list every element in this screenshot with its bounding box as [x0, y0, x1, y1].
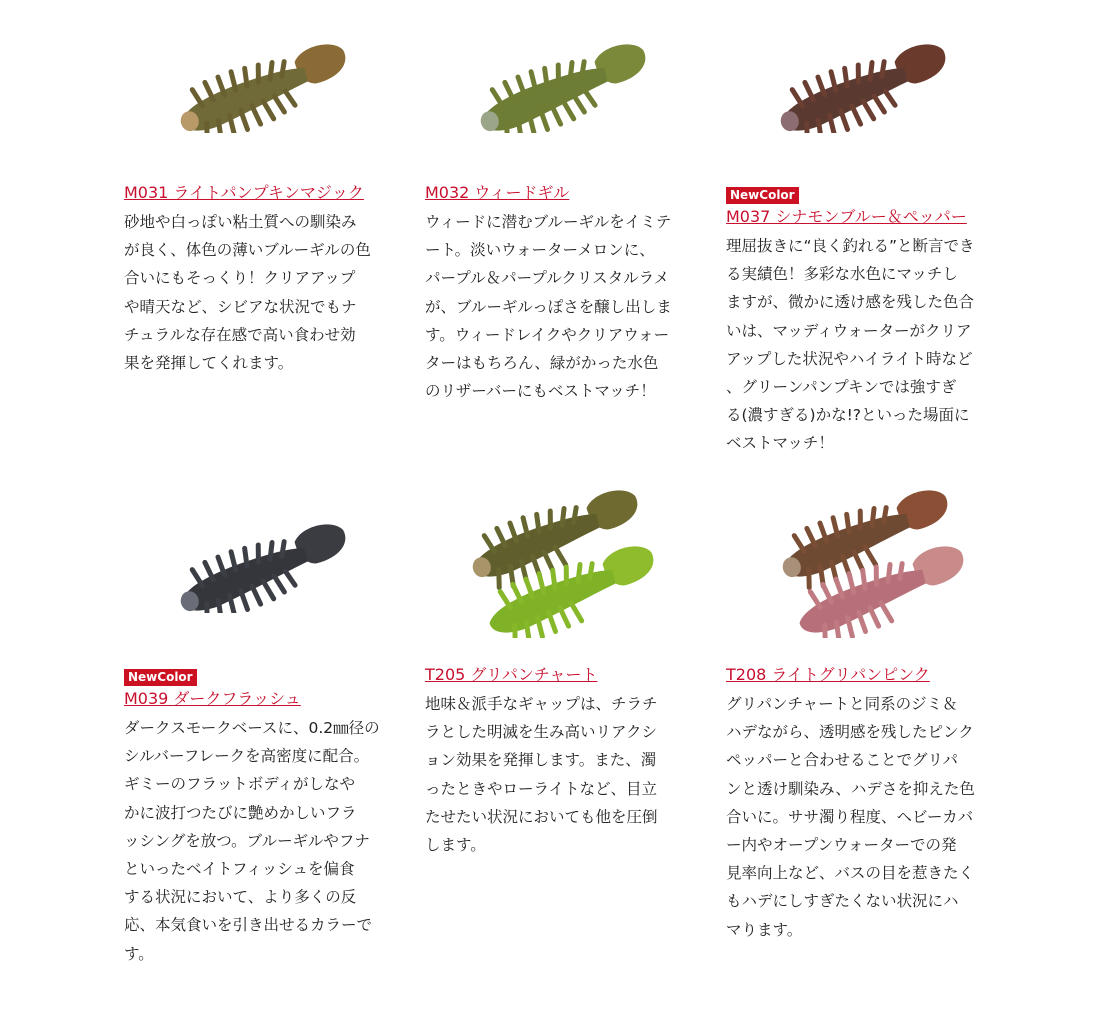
product-card-m032: [425, 180, 705, 405]
product-description: ダークスモークベースに、0.2㎜径の シルバーフレークを高密度に配合。 ギミーのフラットボディがしなや かに波打つたびに艶めかしいフラ ッシングを放つ。ブルーギルやフナ といったベイトフィッシュを偏食 する状況において、より多くの反 応、本気食いを引き出せるカラーで す。: [124, 719, 380, 963]
product-card-m039: [124, 666, 404, 968]
product-description: 砂地や白っぽい粘土質への馴染み が良く、体色の薄いブルーギルの色 合いにもそっくり！クリアアップ や晴天など、シビアな状況でもナ チュラルな存在感で高い食わせ効 果を発揮してくれます。: [124, 213, 371, 373]
product-name-link[interactable]: T205 グリパンチャート: [425, 665, 598, 684]
product-name-link[interactable]: M037 シナモンブルー＆ペッパー: [726, 207, 967, 226]
product-card-t208: [726, 662, 1006, 944]
product-card-t205: [425, 662, 705, 859]
product-description: グリパンチャートと同系のジミ＆ ハデながら、透明感を残したピンク ペッパーと合わせることでグリパ ンと透け馴染み、ハデさを抑えた色 合いに。ササ濁り程度、ヘビーカバ ー内やオープンウォーターでの発 見率向上など、バスの目を惹きたく もハデにしすぎたくない状況にハ マります。: [726, 695, 975, 939]
product-card-m037: [726, 184, 1006, 458]
lure-image-m031: [170, 38, 360, 137]
product-name-link[interactable]: M031 ライトパンプキンマジック: [124, 183, 364, 202]
lure-image-m032: [470, 38, 660, 137]
product-name-link[interactable]: T208 ライトグリパンピンク: [726, 665, 930, 684]
new-color-badge: NewColor: [124, 669, 197, 686]
lure-image-m037: [770, 38, 960, 137]
product-description: 地味＆派手なギャップは、チラチ ラとした明滅を生み高いリアクシ ョン効果を発揮します。また、濁 ったときやローライトなど、目立 たせたい状況においても他を圧倒 します。: [425, 695, 658, 855]
new-color-badge: NewColor: [726, 187, 799, 204]
lure-image-t208: [772, 488, 972, 642]
product-name-link[interactable]: M032 ウィードギル: [425, 183, 570, 202]
product-description: 理屈抜きに“良く釣れる”と断言でき る実績色！多彩な水色にマッチし ますが、微かに透け感を残した色合 いは、マッディウォーターがクリア アップした状況やハイライト時など 、グリーンパンプキンでは強すぎ る(濃すぎる)かな!?といった場面に ベストマッチ！: [726, 237, 975, 453]
lure-image-m039: [170, 518, 360, 617]
lure-image-t205: [462, 488, 662, 642]
product-name-link[interactable]: M039 ダークフラッシュ: [124, 689, 301, 708]
product-description: ウィードに潜むブルーギルをイミテ ート。淡いウォーターメロンに、 パープル＆パープルクリスタルラメ が、ブルーギルっぽさを醸し出しま す。ウィードレイクやクリアウォー ターはもちろん、緑がかった水色 のリザーバーにもベストマッチ！: [425, 213, 672, 401]
product-card-m031: [124, 180, 404, 377]
